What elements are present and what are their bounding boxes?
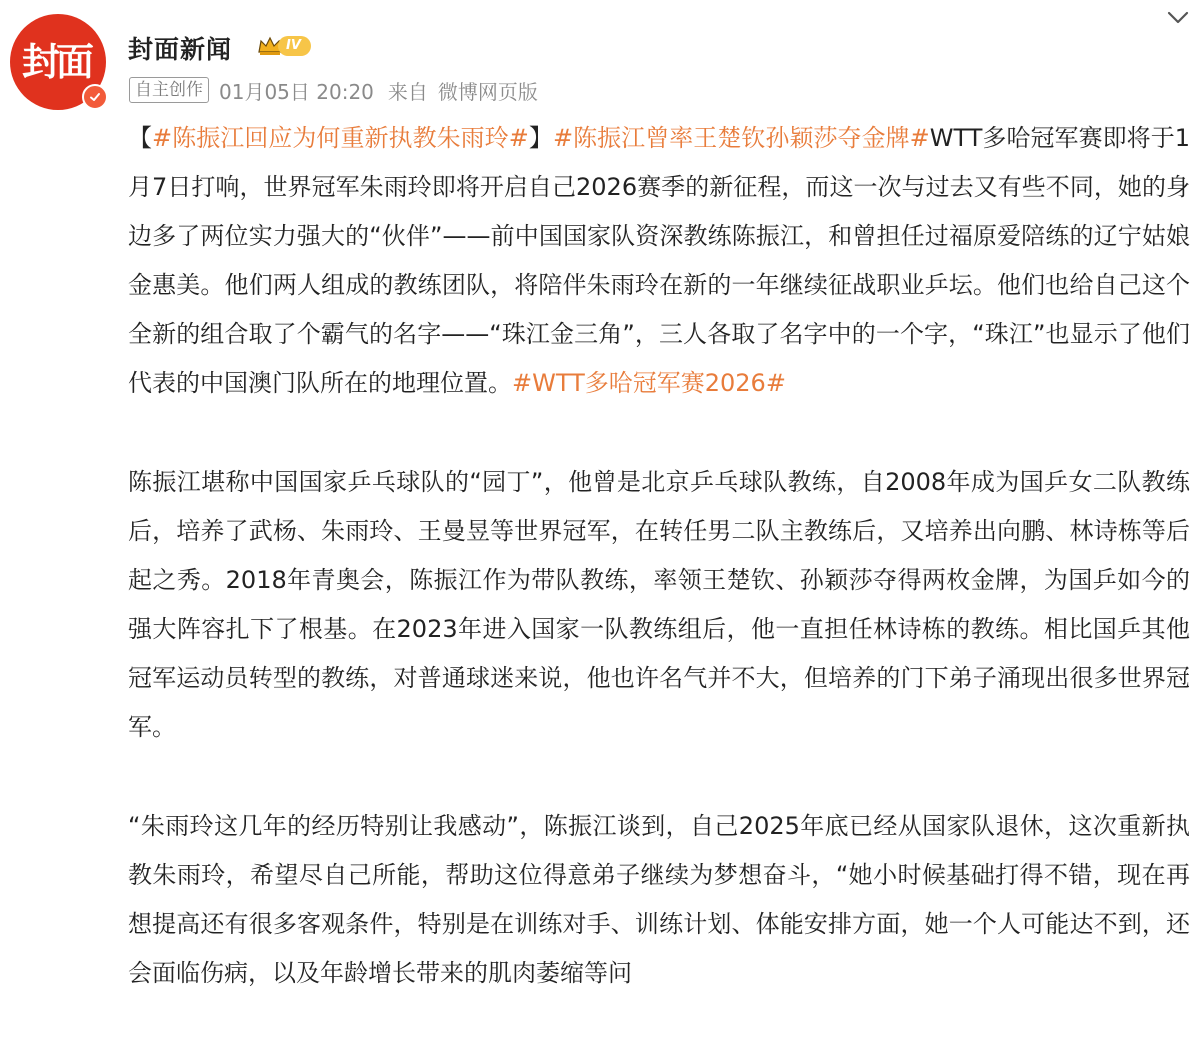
level-label: IV [278,36,311,56]
account-name[interactable]: 封面新闻 [128,35,233,64]
post-source-prefix: 来自 [387,79,428,104]
post-meta [129,76,548,104]
paragraph-1-text: WTT多哈冠军赛即将于1月7日打响，世界冠军朱雨玲即将开启自己2026赛季的新征程，而这一次与过去又有些不同，她的身边多了两位实力强大的“伙伴”——前中国国家队资深教练陈振江，和曾担任过福原爱陪练的辽宁姑娘金惠美。他们两人组成的教练团队，将陪伴朱雨玲在新的一年继续征战职业乒坛。他们也给自己这个全新的组合取了个霸气的名字——“珠江金三角”，三人各取了名字中的一个字，“珠江”也显示了他们代表的中国澳门队所在的地理位置。 [128,124,1191,397]
post-paragraph-1 [128,114,1190,408]
hashtag-wtt-doha[interactable]: #WTT多哈冠军赛2026# [512,369,786,397]
post-time[interactable]: 01月05日 20:20 [219,79,374,104]
bracket-open: 【 [128,124,153,152]
avatar-logo: 封面 [21,39,90,84]
post-body [128,114,1190,998]
post-source[interactable]: 微博网页版 [437,79,538,104]
post-paragraph-3: “朱雨玲这几年的经历特别让我感动”，陈振江谈到，自己2025年底已经从国家队退休，这次重新执教朱雨玲，希望尽自己所能，帮助这位得意弟子继续为梦想奋斗，“她小时候基础打得不错，现在再想提高还有很多客观条件，特别是在训练对手、训练计划、体能安排方面，她一个人可能达不到，还会面临伤病，以及年龄增长带来的肌肉萎缩等问 [128,812,1190,987]
verified-check-glyph [89,91,101,103]
hashtag-topic[interactable]: #陈振江回应为何重新执教朱雨玲# [152,124,529,152]
verified-check-icon [82,84,108,110]
bracket-close: 】 [528,124,553,152]
level-badge[interactable] [256,34,311,58]
post-paragraph-2: 陈振江堪称中国国家乒乓球队的“园丁”，他曾是北京乒乓球队教练，自2008年成为国乒女二队教练后，培养了武杨、朱雨玲、王曼昱等世界冠军，在转任男二队主教练后，又培养出向鹏、林诗栋等后起之秀。2018年青奥会，陈振江作为带队教练，率领王楚钦、孙颖莎夺得两枚金牌，为国乒如今的强大阵容扎下了根基。在2023年进入国家一队教练组后，他一直担任林诗栋的教练。相比国乒其他冠军运动员转型的教练，对普通球迷来说，他也许名气并不大，但培养的门下弟子涌现出很多世界冠军。 [128,468,1190,741]
chevron-down-icon[interactable] [1166,8,1190,26]
hashtag-gold-medal[interactable]: #陈振江曾率王楚钦孙颖莎夺金牌# [552,124,930,152]
original-tag[interactable]: 自主创作 [129,77,209,103]
